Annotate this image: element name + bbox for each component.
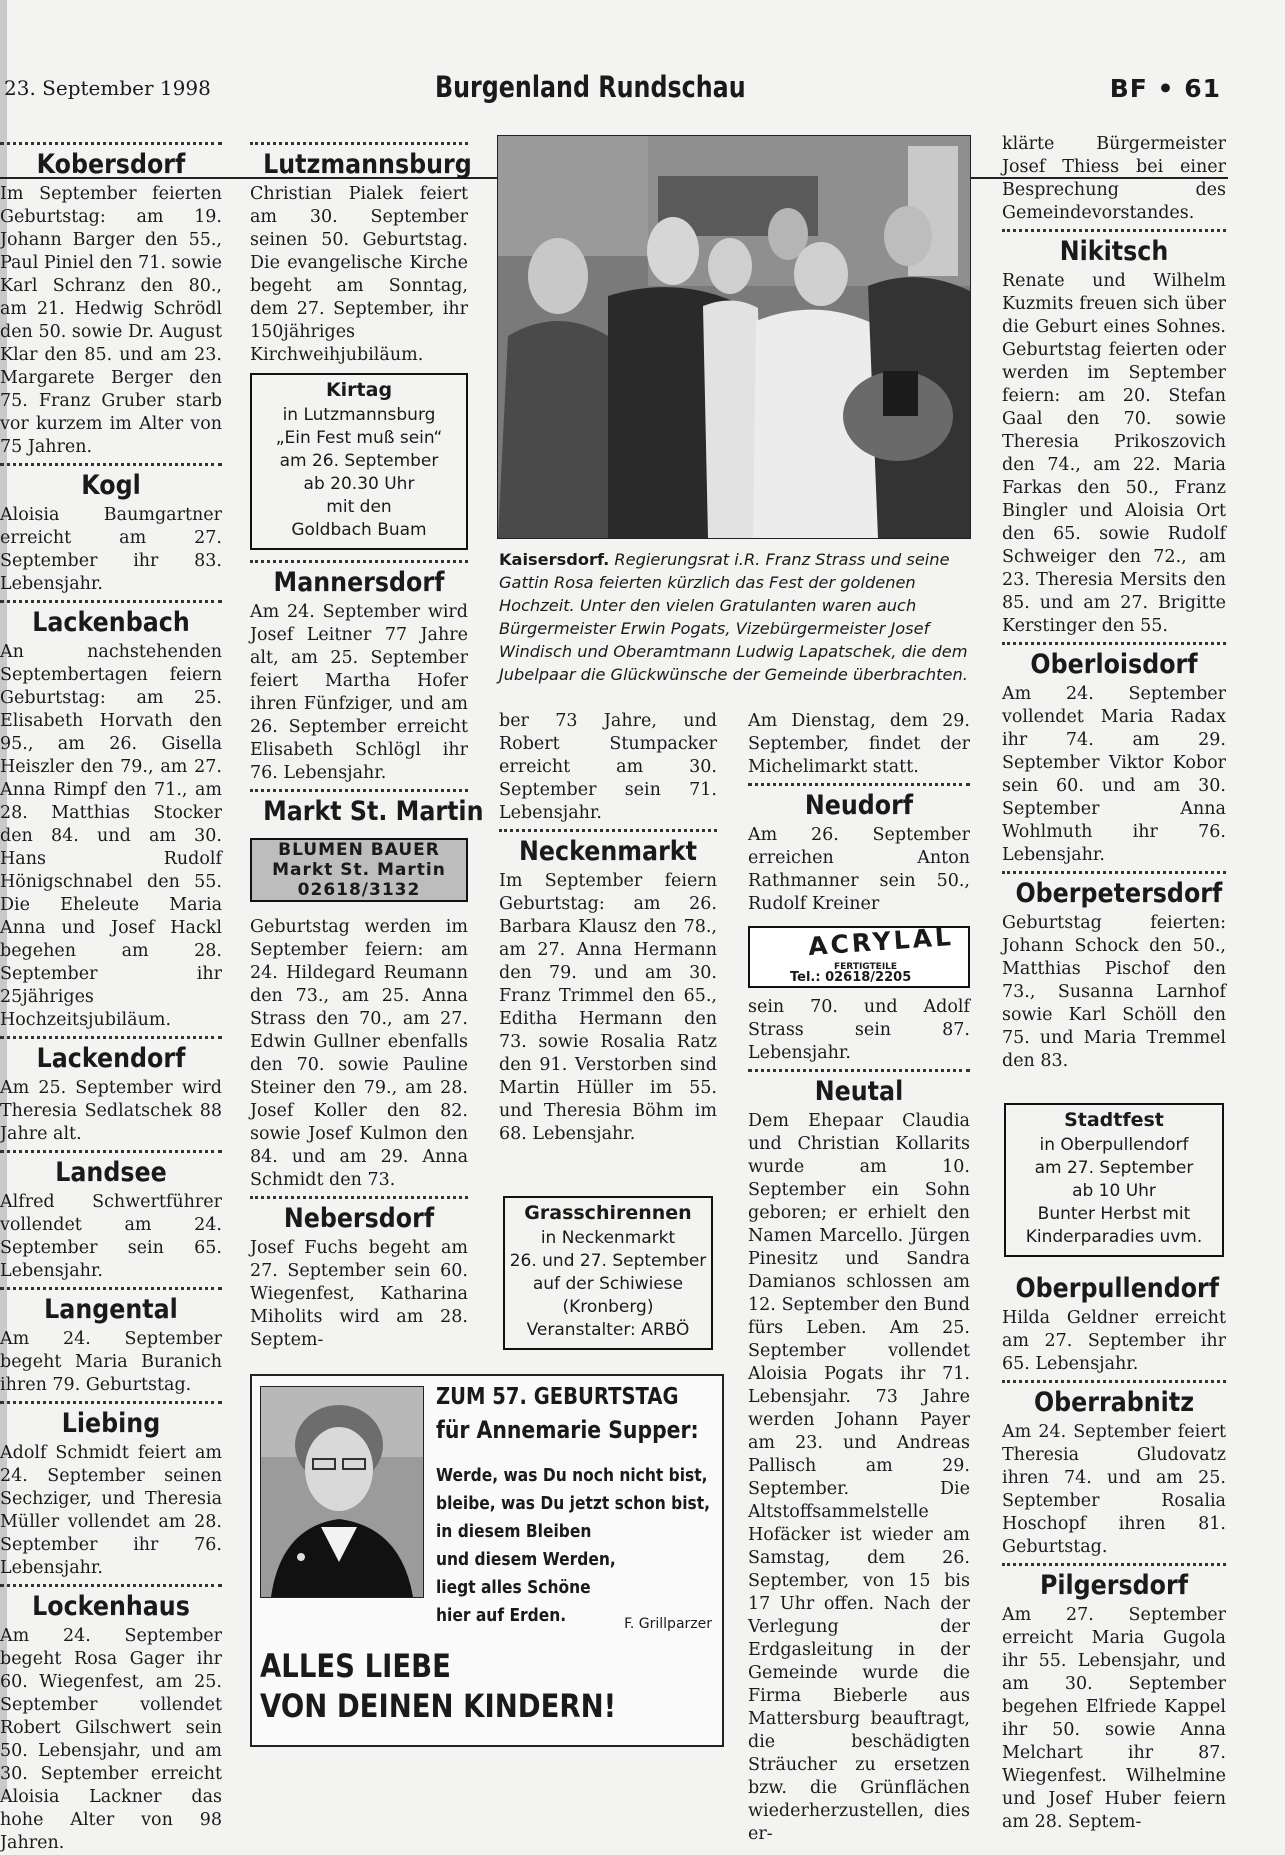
section-heading: Lackendorf — [36, 1043, 186, 1074]
quote-line: in diesem Bleiben — [436, 1521, 592, 1542]
birthday-recipient: für Annemarie Supper: — [436, 1416, 699, 1444]
article-text: Am 24. September wird Josef Leitner 77 Jahre alt, am 25. September feiert Martha Hofer ihren Fünfziger, und am 26. September erreicht Elisabeth Schlögl ihr 76. Lebensjahr. — [250, 602, 468, 783]
divider — [0, 1287, 222, 1290]
article-text: Am 24. September feiert Theresia Gludovatz ihren 74. und am 25. September Rosalia Hoschopf ihren 81. Geburtstag. — [1002, 1422, 1226, 1557]
ad-line: Markt St. Martin — [272, 860, 446, 880]
ad-line: 02618/3132 — [297, 880, 421, 900]
divider — [748, 783, 970, 786]
article-text: Hilda Geldner erreicht am 27. September ihr 65. Lebensjahr. — [1002, 1308, 1226, 1374]
column-3 — [499, 710, 717, 1350]
box-line: ab 20.30 Uhr — [303, 474, 415, 494]
acrylal-sub: FERTIGTEILE — [834, 962, 898, 972]
photo-image — [498, 136, 970, 538]
article-text: Josef Fuchs begeht am 27. September sein 60. Wiegenfest, Katharina Miholits wird am 28. Septem- — [250, 1238, 468, 1350]
section-heading: Nikitsch — [1059, 236, 1169, 267]
article-text: Am Dienstag, dem 29. September, findet der Michelimarkt statt. — [748, 711, 970, 777]
box-title: Kirtag — [325, 379, 393, 401]
section-heading: Kobersdorf — [36, 149, 186, 180]
caption-text: Regierungsrat i.R. Franz Strass und seine Gattin Rosa feierten kürzlich das Fest der goldenen Hochzeit. Unter den vielen Gratulanten waren auch Bürgermeister Erwin Pogats, Vizebürgermeister Josef Windisch und Oberamtmann Ludwig Lapatschek, die dem Jubelpaar die Glückwünsche der Gemeinde überbrachten. — [499, 550, 968, 684]
article-text: An nachstehenden Septembertagen feiern Geburtstag: am 25. Elisabeth Horvath den 95., am 26. Gisella Heiszler den 79., am 27. Anna Rimpf den 71., am 28. Matthias Stocker den 84. und am 30. Hans Rudolf Hönigschnabel den 55. Die Eheleute Maria Anna und Josef Hackl begehen am 28. September ihr 25jähriges Hochzeitsjubiläum. — [0, 642, 222, 1030]
box-title: Grasschirennen — [524, 1202, 692, 1224]
section-heading: Langental — [44, 1294, 178, 1325]
article-text: Geburtstag feierten: Johann Schock den 50., Matthias Pischof den 73., Susanna Larnhof sowie Karl Schöll den 75. und Maria Tremmel den 83. — [1002, 913, 1226, 1071]
quote-line: Werde, was Du noch nicht bist, — [436, 1465, 708, 1486]
divider — [0, 600, 222, 603]
section-heading: Mannersdorf — [273, 567, 445, 598]
divider — [0, 463, 222, 466]
quote-line: und diesem Werden, — [436, 1549, 616, 1570]
divider — [1002, 1563, 1226, 1566]
greeting-line: VON DEINEN KINDERN! — [260, 1687, 617, 1725]
kirtag-box — [250, 373, 468, 550]
article-text: klärte Bürgermeister Josef Thiess bei einer Besprechung des Gemeindevorstandes. — [1002, 134, 1226, 223]
article-text: Im September feiern Geburtstag: am 26. Barbara Klausz den 78., am 27. Anna Hermann den 79. und am 30. Franz Trimmel den 65., Editha Hermann den 73. sowie Rosalia Ratz den 91. Verstorben sind Martin Hüller im 55. und Theresia Böhm im 68. Lebensjahr. — [499, 871, 717, 1144]
divider — [250, 142, 468, 145]
acrylal-logo: ACRYLAL — [807, 921, 955, 962]
box-line: (Kronberg) — [562, 1297, 654, 1317]
article-text: ber 73 Jahre, und Robert Stumpacker erreicht am 30. September sein 71. Lebensjahr. — [499, 711, 717, 823]
greeting-line: ALLES LIEBE — [260, 1647, 451, 1685]
divider — [1002, 1380, 1226, 1383]
page-header — [0, 70, 1230, 108]
divider — [499, 829, 717, 832]
section-heading: Oberpetersdorf — [1015, 878, 1223, 909]
section-heading: Lackenbach — [32, 607, 190, 638]
section-heading: Lockenhaus — [32, 1591, 190, 1622]
portrait-photo — [260, 1386, 424, 1598]
article-text: Alfred Schwertführer vollendet am 24. September sein 65. Lebensjahr. — [0, 1192, 222, 1281]
birthday-title: ZUM 57. GEBURTSTAG — [436, 1384, 679, 1410]
ad-line: BLUMEN BAUER — [278, 840, 440, 860]
box-line: auf der Schiwiese — [532, 1274, 684, 1294]
article-text: Adolf Schmidt feiert am 24. September seinen Sechziger, und Theresia Müller vollendet am 28. September ihr 76. Lebensjahr. — [0, 1443, 222, 1578]
divider — [0, 1036, 222, 1039]
divider — [0, 1401, 222, 1404]
quote-line: hier auf Erden. — [436, 1605, 567, 1626]
box-line: „Ein Fest muß sein“ — [275, 428, 443, 448]
divider — [0, 1150, 222, 1153]
box-line: Veranstalter: ARBÖ — [526, 1320, 690, 1340]
caption-place: Kaisersdorf. — [499, 550, 610, 569]
section-heading: Oberloisdorf — [1030, 649, 1198, 680]
divider — [1002, 642, 1226, 645]
article-text: Aloisia Baumgartner erreicht am 27. September ihr 83. Lebensjahr. — [0, 505, 222, 594]
section-heading: Lutzmannsburg — [263, 149, 472, 180]
blumen-bauer-ad — [250, 838, 468, 902]
box-line: 26. und 27. September — [509, 1251, 707, 1271]
column-5 — [1002, 133, 1226, 1834]
stadtfest-box — [1004, 1103, 1224, 1257]
section-heading: Oberpullendorf — [1015, 1273, 1220, 1304]
divider — [250, 789, 468, 792]
article-text: Am 24. September vollendet Maria Radax ihr 74. am 29. September Viktor Kobor sein 60. und am 30. September Anna Wohlmuth ihr 76. Lebensjahr. — [1002, 684, 1226, 865]
article-text: Christian Pialek feiert am 30. September seinen 50. Geburtstag. Die evangelische Kirche begeht am Sonntag, dem 27. September, ihr 150jähriges Kirchweihjubiläum. — [250, 184, 468, 365]
box-line: am 27. September — [1034, 1158, 1194, 1178]
section-heading: Oberrabnitz — [1033, 1387, 1195, 1418]
box-title: Stadtfest — [1064, 1109, 1164, 1131]
box-line: Bunter Herbst mit — [1037, 1204, 1191, 1224]
section-heading: Nebersdorf — [283, 1203, 435, 1234]
quote-line: bleibe, was Du jetzt schon bist, — [436, 1493, 711, 1514]
section-heading: Markt St. Martin — [263, 796, 484, 827]
box-line: am 26. September — [279, 451, 439, 471]
divider — [0, 1584, 222, 1587]
divider — [1002, 871, 1226, 874]
box-line: Goldbach Buam — [291, 520, 427, 540]
portrait-image — [261, 1387, 423, 1597]
box-line: ab 10 Uhr — [1072, 1181, 1156, 1201]
article-text: Am 25. September wird Theresia Sedlatschek 88 Jahre alt. — [0, 1078, 222, 1144]
article-text: Renate und Wilhelm Kuzmits freuen sich über die Geburt eines Sohnes. Geburtstag feierten oder werden im September feiern: am 20. Stefan Gaal den 70. sowie Theresia Prikoszovich den 74., am 22. Maria Farkas den 50., Franz Bingler und Aloisia Ort den 65. sowie Rudolf Schweiger den 72., am 23. Theresia Mersits den 85. und am 27. Brigitte Kerstinger den 55. — [1002, 271, 1226, 636]
section-heading: Landsee — [55, 1157, 167, 1188]
box-line: in Neckenmarkt — [540, 1228, 676, 1248]
box-line: Kinderparadies uvm. — [1025, 1227, 1203, 1247]
divider — [748, 1069, 970, 1072]
issue-date: 23. September 1998 — [4, 76, 211, 100]
divider — [250, 1196, 468, 1199]
birthday-greeting — [260, 1646, 616, 1726]
section-heading: Neutal — [814, 1076, 904, 1107]
section-heading: Neudorf — [804, 790, 914, 821]
article-text: Am 27. September erreicht Maria Gugola ihr 55. Lebensjahr, und am 30. September begehen Elfriede Kappel ihr 50. sowie Anna Melchart ihr 87. Wiegenfest. Wilhelmine und Josef Huber feiern am 28. Septem- — [1002, 1605, 1226, 1832]
section-heading: Neckenmarkt — [519, 836, 697, 867]
section-heading: Liebing — [61, 1408, 161, 1439]
article-text: Dem Ehepaar Claudia und Christian Kollarits wurde am 10. September ein Sohn geboren; er erhielt den Namen Marcello. Jürgen Pinesitz und Sandra Damianos schlossen am 12. September den Bund fürs Leben. Am 25. September vollendet Aloisia Pogats ihr 71. Lebensjahr. 73 Jahre werden Johann Payer am 23. und Andreas Pallisch am 29. September. Die Altstoffsammelstelle Hofäcker ist wieder am Samstag, dem 26. September, von 15 bis 17 Uhr offen. Nach der Verlegung der Erdgasleitung in der Gemeinde wurde die Firma Bieberle aus Mattersburg beauftragt, die beschädigten Sträucher zu ersetzen bzw. die Grünflächen wiederherzustellen, dies er- — [748, 1111, 970, 1844]
section-heading: Pilgersdorf — [1039, 1570, 1189, 1601]
box-line: in Oberpullendorf — [1039, 1135, 1189, 1155]
birthday-ad — [250, 1374, 724, 1747]
birthday-quote — [436, 1462, 710, 1630]
article-text: Geburtstag werden im September feiern: am 24. Hildegard Reumann den 73., am 25. Anna Strass den 70., am 27. Edwin Gullner ebenfalls den 70. sowie Pauline Steiner den 79., am 28. Josef Koller den 82. sowie Josef Kulmon den 84. und am 29. Anna Schmidt den 73. — [250, 917, 468, 1190]
column-1 — [0, 138, 222, 1855]
column-2 — [250, 138, 484, 1352]
article-text: Am 24. September begeht Rosa Gager ihr 60. Wiegenfest, am 25. September vollendet Robert Gilschwert sein 50. Lebensjahr, und am 30. September erreicht Aloisia Lackner das hohe Alter von 98 Jahren. — [0, 1626, 222, 1853]
quote-line: liegt alles Schöne — [436, 1577, 591, 1598]
article-text: Am 24. September begeht Maria Buranich ihren 79. Geburtstag. — [0, 1329, 222, 1395]
article-text: sein 70. und Adolf Strass sein 87. Lebensjahr. — [748, 997, 970, 1063]
box-line: in Lutzmannsburg — [282, 405, 436, 425]
photo-golden-wedding — [497, 135, 971, 539]
section-heading: Kogl — [81, 470, 141, 501]
acrylal-phone: Tel.: 02618/2205 — [790, 970, 912, 985]
box-line: mit den — [326, 497, 392, 517]
article-text: Am 26. September erreichen Anton Rathmanner sein 50., Rudolf Kreiner — [748, 825, 970, 914]
page-number: BF • 61 — [1109, 74, 1221, 103]
grasschirennen-box — [503, 1196, 713, 1350]
acrylal-ad — [748, 921, 970, 988]
quote-author: F. Grillparzer — [624, 1616, 712, 1632]
divider — [1002, 229, 1226, 232]
photo-caption — [499, 548, 971, 686]
article-text: Im September feierten Geburtstag: am 19. Johann Barger den 55., Paul Piniel den 71. sowie Karl Schranz den 80., am 21. Hedwig Schrödl den 50. sowie Dr. August Klar den 85. und am 23. Margarete Berger den 75. Franz Gruber starb vor kurzem im Alter von 75 Jahren. — [0, 184, 222, 457]
newspaper-title: Burgenland Rundschau — [435, 70, 746, 104]
column-4 — [748, 710, 970, 1846]
divider — [0, 142, 222, 145]
divider — [250, 560, 468, 563]
